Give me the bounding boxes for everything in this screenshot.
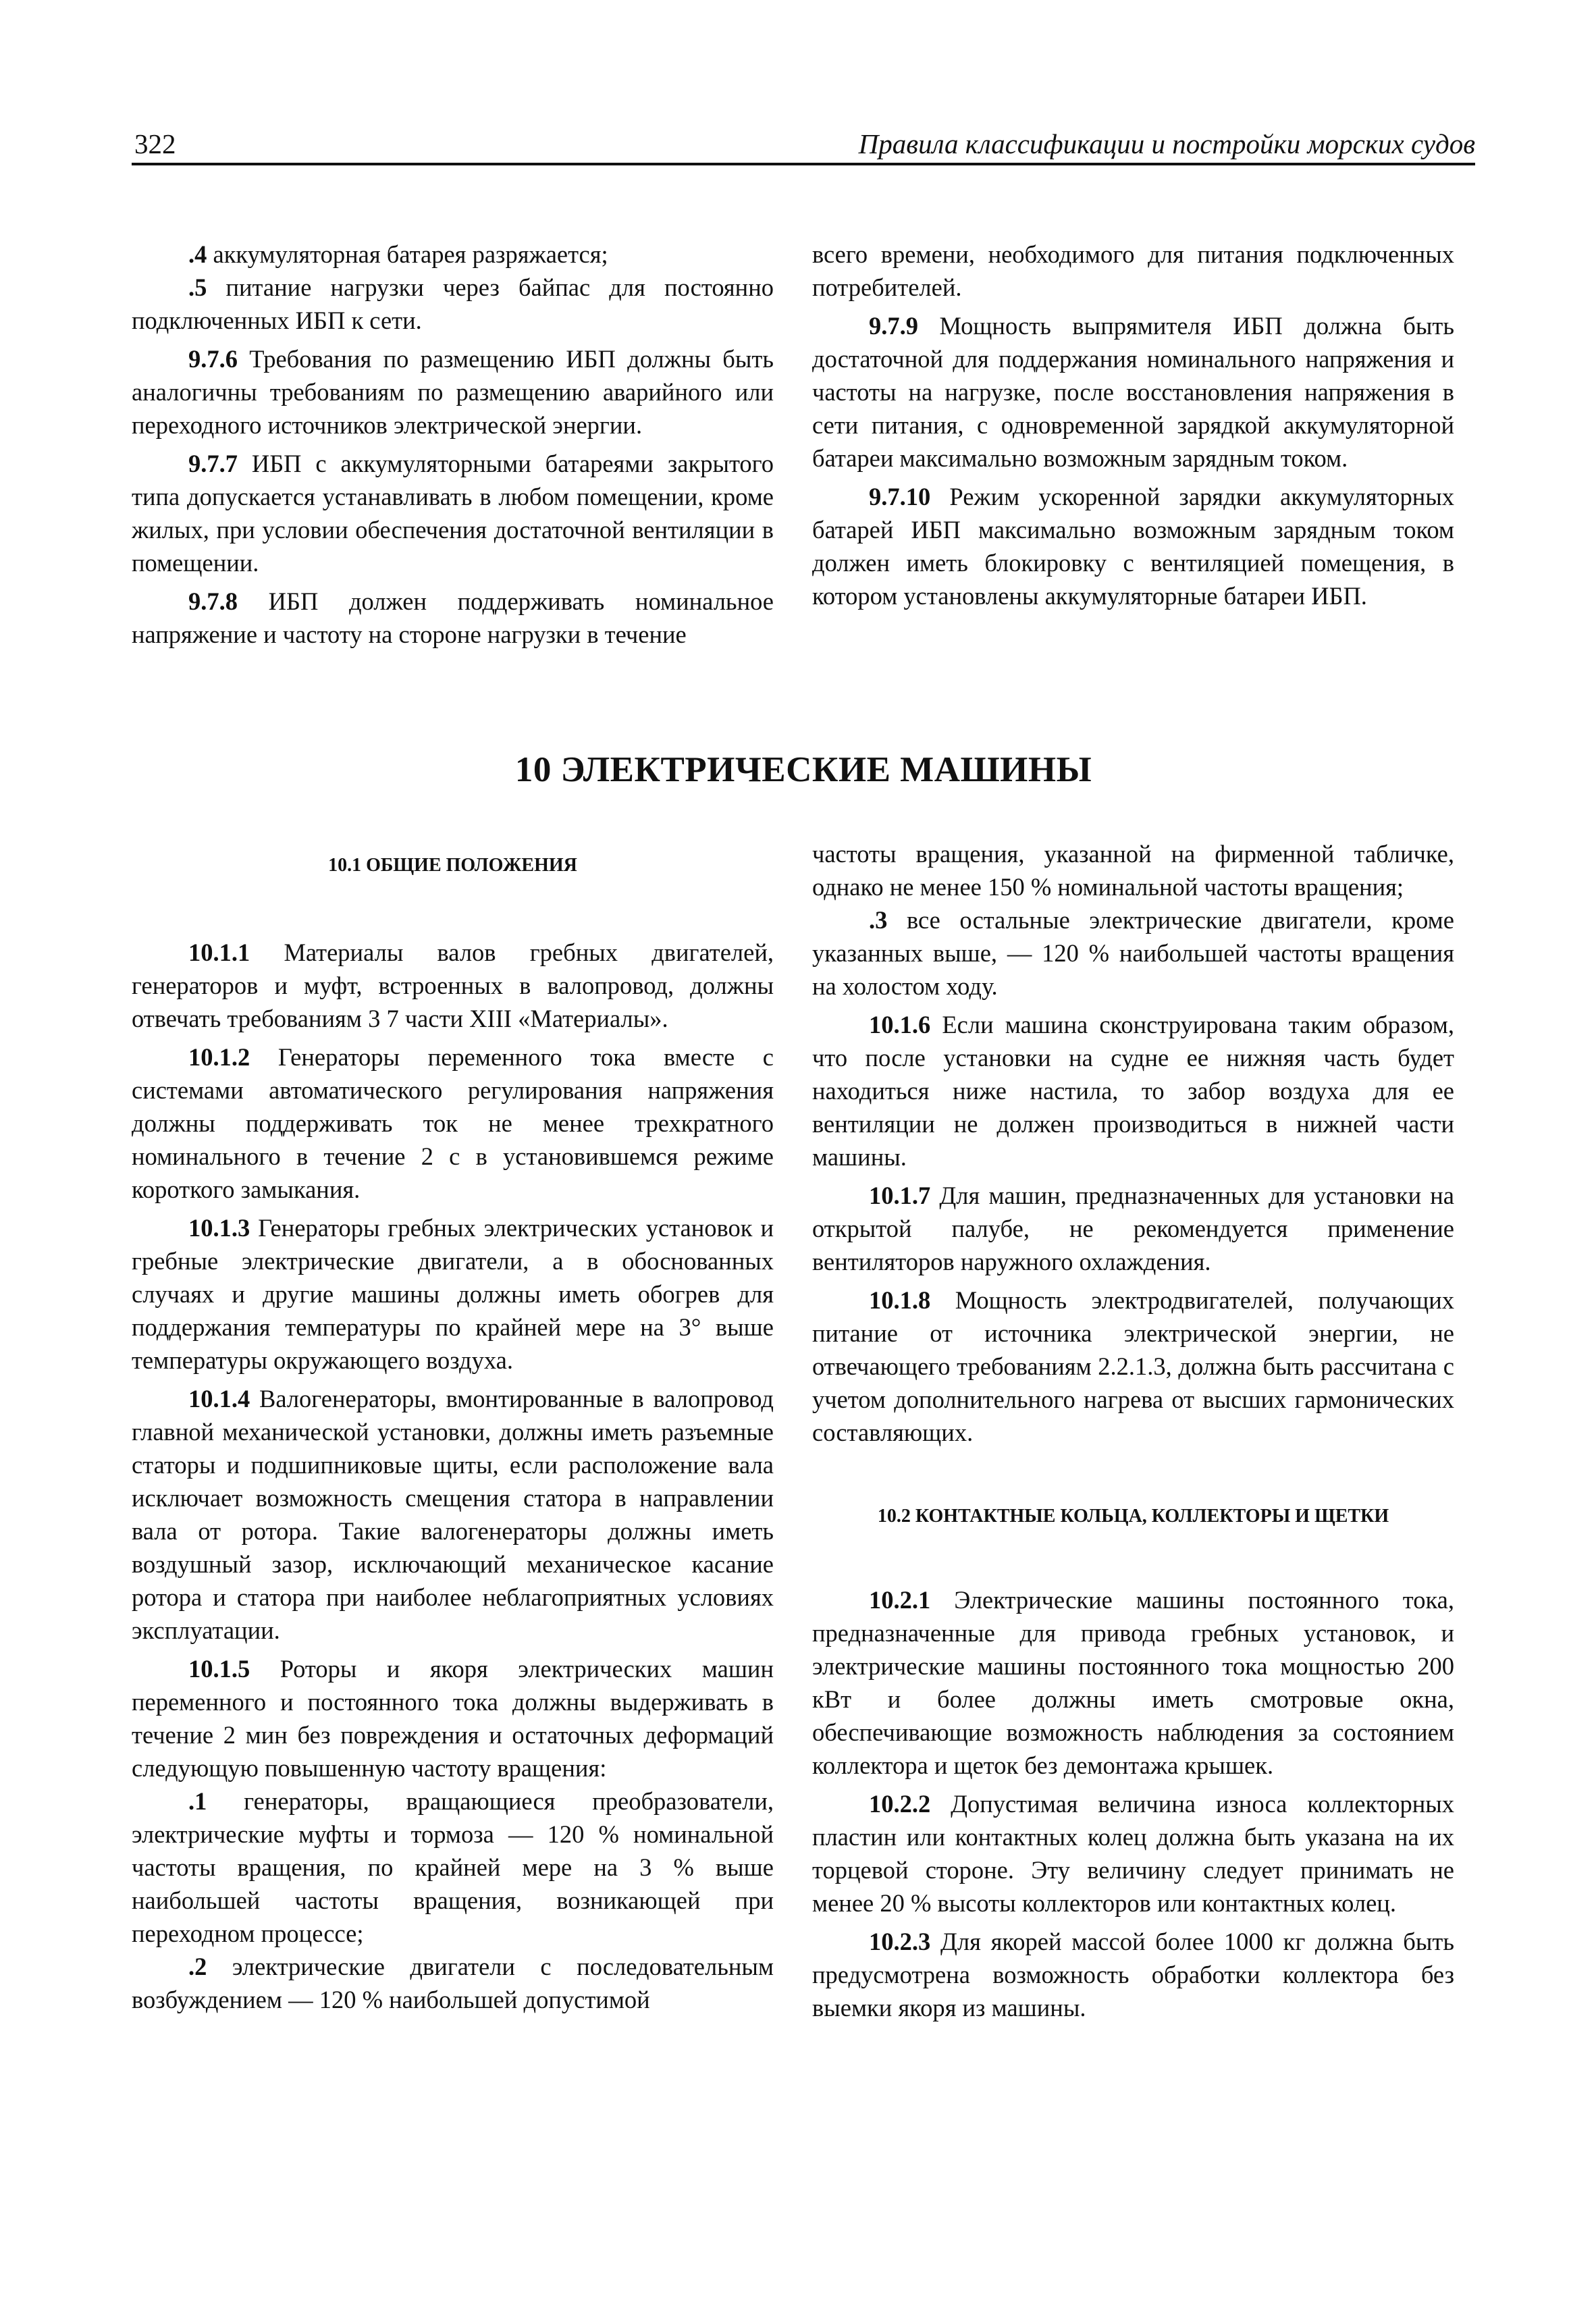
- paragraph: [132, 1785, 774, 1950]
- paragraph-text: все остальные электрические двигатели, кроме указанных выше, — 120 % наибольшей частоты вращения на холостом ходу.: [812, 906, 1454, 1000]
- paragraph-text: аккумуляторная батарея разряжается;: [207, 240, 608, 268]
- paragraph: [812, 1284, 1454, 1449]
- paragraph: [132, 585, 774, 651]
- clause-number: 9.7.7: [188, 450, 238, 477]
- paragraph: [132, 1040, 774, 1206]
- page-number: 322: [134, 128, 176, 159]
- paragraph-text: Для якорей массой более 1000 кг должна быть предусмотрена возможность обработки коллектора без выемки якоря из машины.: [812, 1928, 1454, 2022]
- paragraph: [812, 1583, 1454, 1782]
- paragraph: [812, 238, 1454, 304]
- running-title: Правила классификации и постройки морских судов: [858, 128, 1475, 159]
- paragraph-text: Материалы валов гребных двигателей, генераторов и муфт, встроенных в валопровод, должны отвечать требованиям 3 7 части XIII «Материалы».: [132, 939, 774, 1032]
- paragraph: [132, 447, 774, 579]
- paragraph-text: ИБП должен поддерживать номинальное напряжение и частоту на стороне нагрузки в течение: [132, 587, 774, 648]
- clause-number: 10.1.6: [869, 1011, 931, 1038]
- paragraph-text: питание нагрузки через байпас для постоянно подключенных ИБП к сети.: [132, 273, 774, 334]
- paragraph: [132, 1652, 774, 1785]
- paragraph: [132, 1950, 774, 2016]
- clause-number: 9.7.6: [188, 345, 238, 373]
- item-number: .3: [869, 906, 888, 934]
- paragraph-text: всего времени, необходимого для питания подключенных потребителей.: [812, 240, 1454, 301]
- paragraph-text: Режим ускоренной зарядки аккумуляторных батарей ИБП максимально возможным зарядным током должен иметь блокировку с вентиляцией помещения, в котором установлены аккумуляторные батареи ИБП.: [812, 483, 1454, 610]
- paragraph: [132, 238, 774, 271]
- clause-number: 9.7.9: [869, 312, 918, 340]
- paragraph: [812, 480, 1454, 612]
- paragraph: [132, 342, 774, 442]
- clause-number: 10.1.4: [188, 1385, 250, 1412]
- paragraph-text: Мощность электродвигателей, получающих питание от источника электрической энергии, не отвечающего требованиям 2.2.1.3, должна быть рассчитана с учетом дополнительного нагрева от высших гармонических составляющих.: [812, 1286, 1454, 1446]
- top-right-column: [812, 238, 1454, 612]
- paragraph-text: Для машин, предназначенных для установки на открытой палубе, не рекомендуется применение вентиляторов наружного охлаждения.: [812, 1182, 1454, 1275]
- item-number: .1: [188, 1787, 207, 1815]
- paragraph: [812, 309, 1454, 475]
- paragraph-text: Роторы и якоря электрических машин переменного и постоянного тока должны выдерживать в течение 2 мин без повреждения и остаточных деформаций следующую повышенную частоту вращения:: [132, 1655, 774, 1782]
- clause-number: 9.7.10: [869, 483, 931, 510]
- clause-number: 10.1.2: [188, 1043, 250, 1071]
- paragraph-text: Мощность выпрямителя ИБП должна быть достаточной для поддержания номинального напряжения и частоты на нагрузке, после восстановления напряжения в сети питания, с одновременной зарядкой аккумуляторной батареи максимально возможным зарядным током.: [812, 312, 1454, 472]
- paragraph: [812, 837, 1454, 903]
- clause-number: 10.2.2: [869, 1790, 931, 1818]
- clause-number: 10.1.3: [188, 1214, 250, 1242]
- clause-number: 10.2.1: [869, 1586, 931, 1614]
- paragraph-text: Электрические машины постоянного тока, предназначенные для привода гребных установок, и электрические машины постоянного тока мощностью 200 кВт и более должны иметь смотровые окна, обеспечивающие возможность наблюдения за состоянием коллектора и щеток без демонтажа крышек.: [812, 1586, 1454, 1779]
- paragraph-text: Допустимая величина износа коллекторных пластин или контактных колец должна быть указана на их торцевой стороне. Эту величину следует принимать не менее 20 % высоты коллекторов или контактных колец.: [812, 1790, 1454, 1917]
- paragraph: [132, 1382, 774, 1647]
- paragraph: [132, 936, 774, 1035]
- section-title: 10.2 КОНТАКТНЫЕ КОЛЬЦА, КОЛЛЕКТОРЫ И ЩЕТКИ: [877, 1506, 1389, 1527]
- clause-number: 10.1.7: [869, 1182, 931, 1209]
- clause-number: 10.1.8: [869, 1286, 931, 1314]
- page-header: [132, 124, 1475, 165]
- clause-number: 10.2.3: [869, 1928, 931, 1955]
- chapter-title: 10 ЭЛЕКТРИЧЕСКИЕ МАШИНЫ: [514, 750, 1092, 789]
- item-number: .5: [188, 273, 207, 301]
- paragraph: [132, 1211, 774, 1377]
- paragraph-text: Генераторы гребных электрических установок и гребные электрические двигатели, а в обоснованных случаях и другие машины должны иметь обогрев для поддержания температуры по крайней мере на 3° выше температуры окружающего воздуха.: [132, 1214, 774, 1374]
- clause-number: 10.1.5: [188, 1655, 250, 1683]
- paragraph-text: частоты вращения, указанной на фирменной табличке, однако не менее 150 % номинальной частоты вращения;: [812, 840, 1454, 901]
- paragraph: [812, 1925, 1454, 2024]
- paragraph: [812, 1179, 1454, 1278]
- paragraph-text: Генераторы переменного тока вместе с системами автоматического регулирования напряжения должны поддерживать ток не менее трехкратного номинального в течение 2 с в установившемся режиме короткого замыкания.: [132, 1043, 774, 1203]
- bottom-right-column: [812, 837, 1454, 2024]
- paragraph-text: электрические двигатели с последовательным возбуждением — 120 % наибольшей допустимой: [132, 1953, 774, 2013]
- paragraph-text: Если машина сконструирована таким образом, что после установки на судне ее нижняя часть будет находиться ниже настила, то забор воздуха для ее вентиляции не должен производиться в нижней части машины.: [812, 1011, 1454, 1171]
- paragraph-text: ИБП с аккумуляторными батареями закрытого типа допускается устанавливать в любом помещении, кроме жилых, при условии обеспечения достаточной вентиляции в помещении.: [132, 450, 774, 577]
- section-title: 10.1 ОБЩИЕ ПОЛОЖЕНИЯ: [328, 855, 577, 876]
- item-number: .2: [188, 1953, 207, 1980]
- bottom-left-column: [132, 845, 774, 2016]
- clause-number: 10.1.1: [188, 939, 250, 966]
- top-left-column: [132, 238, 774, 651]
- paragraph: [812, 903, 1454, 1003]
- item-number: .4: [188, 240, 207, 268]
- paragraph: [812, 1787, 1454, 1920]
- paragraph-text: Требования по размещению ИБП должны быть аналогичны требованиям по размещению аварийного или переходного источников электрической энергии.: [132, 345, 774, 439]
- paragraph: [812, 1008, 1454, 1173]
- paragraph-text: генераторы, вращающиеся преобразователи, электрические муфты и тормоза — 120 % номинальной частоты вращения, по крайней мере на 3 % выше наибольшей частоты вращения, возникающей при переходном процессе;: [132, 1787, 774, 1947]
- clause-number: 9.7.8: [188, 587, 238, 615]
- paragraph-text: Валогенераторы, вмонтированные в валопровод главной механической установки, должны иметь разъемные статоры и подшипниковые щиты, если расположение вала исключает возможность смещения статора в направлении вала от ротора. Такие валогенераторы должны иметь воздушный зазор, исключающий механическое касание ротора и статора при наиболее неблагоприятных условиях эксплуатации.: [132, 1385, 774, 1644]
- paragraph: [132, 271, 774, 337]
